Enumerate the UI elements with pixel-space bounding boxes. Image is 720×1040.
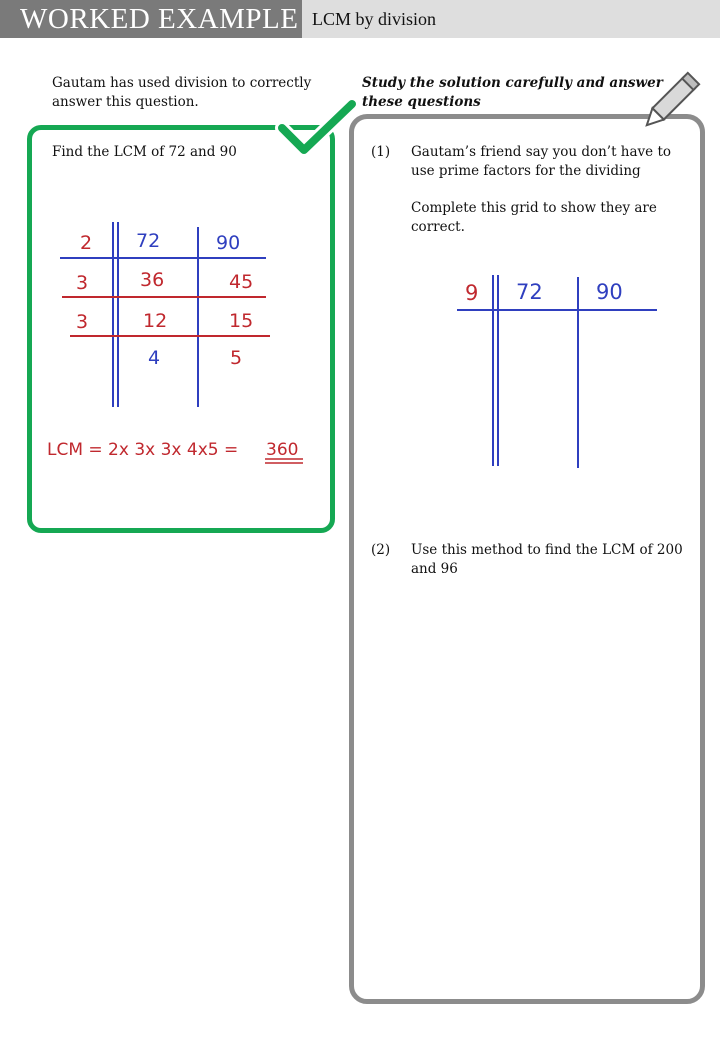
divisor-1: 2 xyxy=(80,232,93,254)
intro-text: Gautam has used division to correctly answer this question. xyxy=(52,75,312,110)
lcm-working: LCM = 2x 3x 3x 4x5 = xyxy=(47,440,239,460)
col2-value-3: 15 xyxy=(229,310,254,332)
pencil-icon xyxy=(641,73,699,131)
question-1-text: Gautam’s friend say you don’t have to use prime factors for the dividing xyxy=(411,144,672,179)
col2-value-2: 45 xyxy=(229,271,254,293)
question-2-number: (2) xyxy=(371,542,391,558)
worked-question: Find the LCM of 72 and 90 xyxy=(52,144,237,160)
check-icon xyxy=(282,104,352,150)
question-1-number: (1) xyxy=(371,144,391,160)
q1-col2-value: 90 xyxy=(596,280,623,304)
col2-value-4: 5 xyxy=(230,347,243,369)
lcm-answer: 360 xyxy=(266,440,299,460)
col2-value-1: 90 xyxy=(216,232,241,254)
worked-grid-numbers xyxy=(76,230,253,369)
question-1-subtext: Complete this grid to show they are correct. xyxy=(411,200,657,235)
question-1-grid-numbers xyxy=(465,280,623,305)
divisor-2: 3 xyxy=(76,272,89,294)
col1-value-3: 12 xyxy=(143,310,168,332)
q1-col1-value: 72 xyxy=(516,280,543,304)
question-1-grid xyxy=(457,275,657,468)
study-instruction: Study the solution carefully and answer these questions xyxy=(362,75,663,110)
header-title: WORKED EXAMPLE xyxy=(20,3,299,35)
divisor-3: 3 xyxy=(76,311,89,333)
header-subtitle: LCM by division xyxy=(312,9,437,29)
col1-value-4: 4 xyxy=(148,347,161,369)
q1-divisor: 9 xyxy=(465,281,479,305)
question-2-text: Use this method to find the LCM of 200 and 96 xyxy=(411,542,683,577)
col1-value-1: 72 xyxy=(136,230,161,252)
col1-value-2: 36 xyxy=(140,269,165,291)
